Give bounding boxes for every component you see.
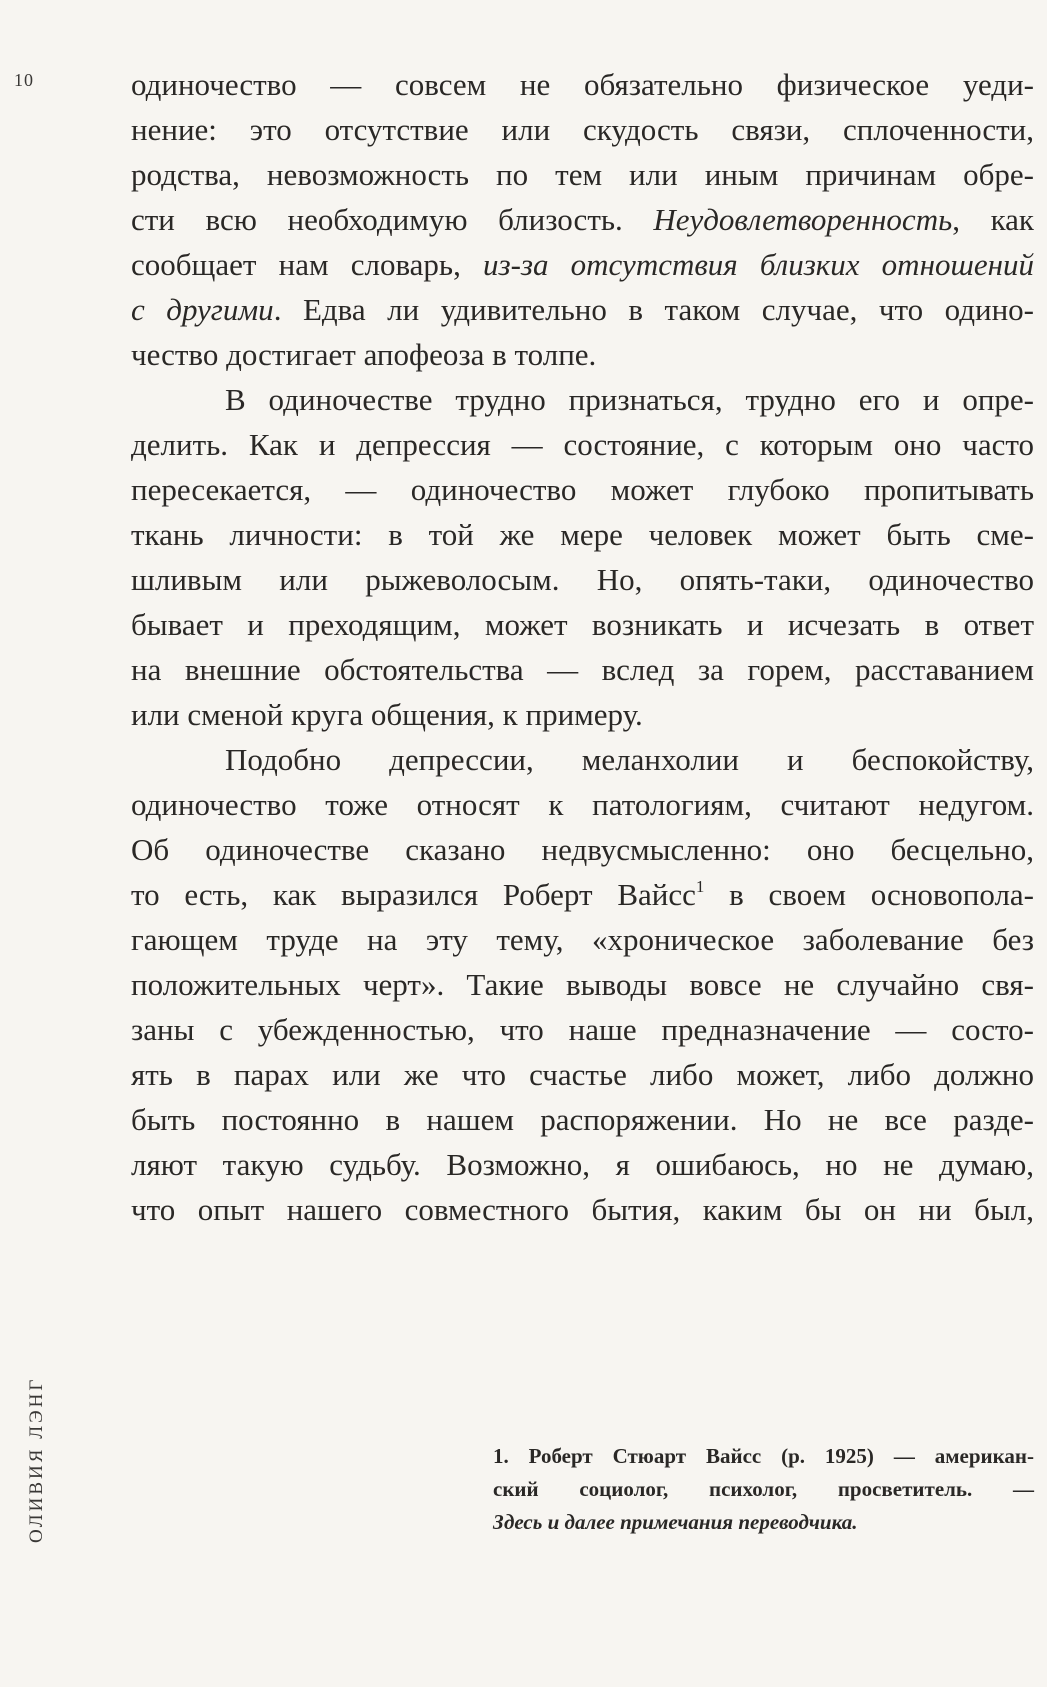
text-segment: быть постоянно в нашем распоряжении. Но не все разде- <box>131 1102 1034 1137</box>
text-segment: положительных черт». Такие выводы вовсе не случайно свя- <box>131 967 1034 1002</box>
text-segment: , как <box>952 202 1034 237</box>
text-segment: одиночество — совсем не обязательно физическое уеди- <box>131 67 1034 102</box>
text-segment: делить. Как и депрессия — состояние, с которым оно часто <box>131 427 1034 462</box>
text-line <box>131 512 1034 557</box>
footnote-line: Здесь и далее примечания переводчика. <box>493 1510 858 1534</box>
text-segment: ляют такую судьбу. Возможно, я ошибаюсь, но не думаю, <box>131 1147 1034 1182</box>
text-line <box>131 647 1034 692</box>
text-segment: одиночество тоже относят к патологиям, считают недугом. <box>131 787 1034 822</box>
text-segment: . Едва ли удивительно в таком случае, что одино- <box>273 292 1034 327</box>
text-line <box>131 152 1034 197</box>
footnote-ref: 1 <box>695 877 705 896</box>
body-text <box>131 62 1034 1232</box>
text-segment: Подобно депрессии, меланхолии и беспокойству, <box>225 742 1034 777</box>
text-line <box>131 782 1034 827</box>
text-line <box>131 422 1034 467</box>
text-segment: Об одиночестве сказано недвусмысленно: оно бесцельно, <box>131 832 1034 867</box>
text-line <box>131 1142 1034 1187</box>
text-line <box>131 692 1034 737</box>
footnote-line: 1. Роберт Стюарт Вайсс (р. 1925) — американ- <box>493 1444 1034 1468</box>
running-head-author: ОЛИВИЯ ЛЭНГ <box>26 1376 47 1543</box>
text-line <box>131 107 1034 152</box>
text-segment: бывает и преходящим, может возникать и исчезать в ответ <box>131 607 1034 642</box>
text-segment: заны с убежденностью, что наше предназначение — состо- <box>131 1012 1034 1047</box>
text-segment: в своем основопола- <box>704 877 1034 912</box>
text-line <box>131 872 1034 917</box>
text-line <box>131 917 1034 962</box>
text-line <box>131 602 1034 647</box>
text-segment: или сменой круга общения, к примеру. <box>131 697 643 732</box>
text-segment: ткань личности: в той же мере человек может быть сме- <box>131 517 1034 552</box>
text-line <box>131 62 1034 107</box>
text-line <box>131 467 1034 512</box>
text-segment: то есть, как выразился Роберт Вайсс <box>131 877 696 912</box>
footnote <box>493 1440 1034 1539</box>
text-segment: сообщает нам словарь, <box>131 247 483 282</box>
text-segment: нение: это отсутствие или скудость связи, сплоченности, <box>131 112 1034 147</box>
text-line <box>131 1097 1034 1142</box>
text-line <box>131 242 1034 287</box>
text-segment: сти всю необходимую близость. <box>131 202 654 237</box>
italic-text: Неудовлетворенность <box>653 202 953 237</box>
text-line <box>131 332 1034 377</box>
text-line <box>131 557 1034 602</box>
text-line <box>131 197 1034 242</box>
text-segment: на внешние обстоятельства — вслед за горем, расставанием <box>131 652 1034 687</box>
text-segment: чество достигает апофеоза в толпе. <box>131 337 597 372</box>
text-segment: гающем труде на эту тему, «хроническое заболевание без <box>131 922 1034 957</box>
page-number: 10 <box>14 70 34 90</box>
text-line <box>131 1007 1034 1052</box>
text-segment: родства, невозможность по тем или иным причинам обре- <box>131 157 1034 192</box>
text-segment: В одиночестве трудно признаться, трудно его и опре- <box>225 382 1034 417</box>
text-segment: что опыт нашего совместного бытия, каким бы он ни был, <box>131 1192 1034 1227</box>
italic-text: с другими <box>131 292 274 327</box>
text-line <box>131 377 1034 422</box>
text-line <box>131 1052 1034 1097</box>
text-line <box>131 737 1034 782</box>
text-line <box>131 1187 1034 1232</box>
text-line <box>131 287 1034 332</box>
text-line <box>131 962 1034 1007</box>
italic-text: из-за отсутствия близких отношений <box>482 247 1034 282</box>
text-line <box>131 827 1034 872</box>
footnote-line: ский социолог, психолог, просветитель. — <box>493 1477 1034 1501</box>
text-segment: пересекается, — одиночество может глубоко пропитывать <box>131 472 1034 507</box>
text-segment: ять в парах или же что счастье либо может, либо должно <box>131 1057 1034 1092</box>
text-segment: шливым или рыжеволосым. Но, опять-таки, одиночество <box>131 562 1034 597</box>
